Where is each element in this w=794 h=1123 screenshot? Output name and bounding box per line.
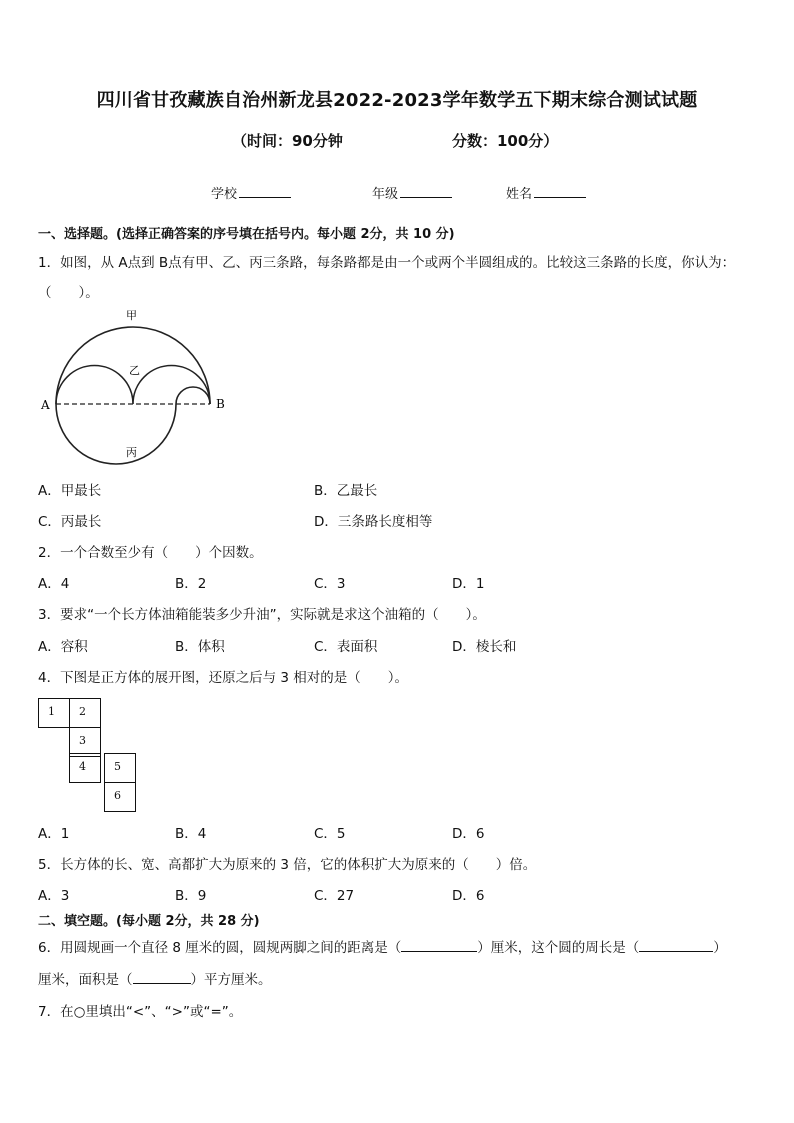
q1-path-figure: [36, 304, 236, 469]
q2-option-c[interactable]: C．3: [314, 576, 346, 592]
q1-option-c[interactable]: C．丙最长: [38, 514, 102, 530]
q1-option-a[interactable]: A．甲最长: [38, 483, 102, 499]
net-cell-6: 6: [104, 782, 136, 812]
label-a: A: [41, 398, 50, 412]
q6-line1: 6．用圆规画一个直径 8 厘米的圆，圆规两脚之间的距离是（ ）厘米，这个圆的周长是（ ）: [38, 940, 727, 956]
q4-option-b[interactable]: B．4: [175, 826, 207, 842]
q6-line2: 厘米，面积是（ ）平方厘米。: [38, 972, 272, 988]
q4-option-c[interactable]: C．5: [314, 826, 346, 842]
cube-net-figure: [38, 698, 138, 813]
section-choice-heading: 一、选择题。(选择正确答案的序号填在括号内。每小题 2分，共 10 分): [38, 227, 455, 242]
q5-text: 5．长方体的长、宽、高都扩大为原来的 3 倍，它的体积扩大为原来的（ ）倍。: [38, 857, 537, 873]
q1-option-b[interactable]: B．乙最长: [314, 483, 378, 499]
q2-option-a[interactable]: A．4: [38, 576, 70, 592]
q6-blank-area[interactable]: [133, 971, 191, 984]
q2-option-b[interactable]: B．2: [175, 576, 207, 592]
label-b: B: [216, 397, 225, 411]
label-bing: 丙: [126, 446, 137, 459]
q1-option-d[interactable]: D．三条路长度相等: [314, 514, 433, 530]
q3-text: 3．要求“一个长方体油箱能装多少升油”，实际就是求这个油箱的（ ）。: [38, 607, 486, 623]
q6-blank-distance[interactable]: [401, 939, 477, 952]
q3-option-b[interactable]: B．体积: [175, 639, 225, 655]
q5-option-d[interactable]: D．6: [452, 888, 485, 904]
page-title: 四川省甘孜藏族自治州新龙县2022-2023学年数学五下期末综合测试试题: [96, 90, 698, 111]
q1-text: 1．如图，从 A点到 B点有甲、乙、丙三条路，每条路都是由一个或两个半圆组成的。比较这三条路的长度，你认为：: [38, 255, 736, 271]
exam-time: （时间：90分钟: [232, 132, 343, 150]
name-blank[interactable]: [534, 185, 586, 198]
path-bing-loop: [176, 387, 210, 404]
net-cell-4: 4: [69, 753, 101, 783]
net-cell-3: 3: [69, 727, 101, 757]
q4-text: 4．下图是正方体的展开图，还原之后与 3 相对的是（ ）。: [38, 670, 409, 686]
grade-field: 年级: [372, 183, 452, 202]
q1-answer-bracket: （ ）。: [38, 285, 99, 301]
q6-blank-circumference[interactable]: [639, 939, 713, 952]
name-field: 姓名: [506, 183, 586, 202]
q5-option-c[interactable]: C．27: [314, 888, 355, 904]
net-cell-5: 5: [104, 753, 136, 783]
net-cell-2: 2: [69, 698, 101, 728]
label-jia: 甲: [126, 309, 137, 322]
school-field: 学校: [211, 183, 291, 202]
net-cell-1: 1: [38, 698, 70, 728]
q5-option-b[interactable]: B．9: [175, 888, 207, 904]
q2-text: 2．一个合数至少有（ ）个因数。: [38, 545, 263, 561]
q3-option-a[interactable]: A．容积: [38, 639, 88, 655]
q5-option-a[interactable]: A．3: [38, 888, 70, 904]
q7-text: 7．在○里填出“<”、“>”或“=”。: [38, 1004, 243, 1020]
grade-blank[interactable]: [400, 185, 452, 198]
label-yi: 乙: [129, 364, 140, 377]
q3-option-c[interactable]: C．表面积: [314, 639, 378, 655]
path-bing: [56, 404, 176, 464]
q3-option-d[interactable]: D．棱长和: [452, 639, 517, 655]
section-fill-heading: 二、填空题。(每小题 2分，共 28 分): [38, 914, 260, 929]
school-blank[interactable]: [239, 185, 291, 198]
q4-option-a[interactable]: A．1: [38, 826, 70, 842]
q2-option-d[interactable]: D．1: [452, 576, 485, 592]
q4-option-d[interactable]: D．6: [452, 826, 485, 842]
exam-score: 分数：100分）: [452, 132, 559, 150]
